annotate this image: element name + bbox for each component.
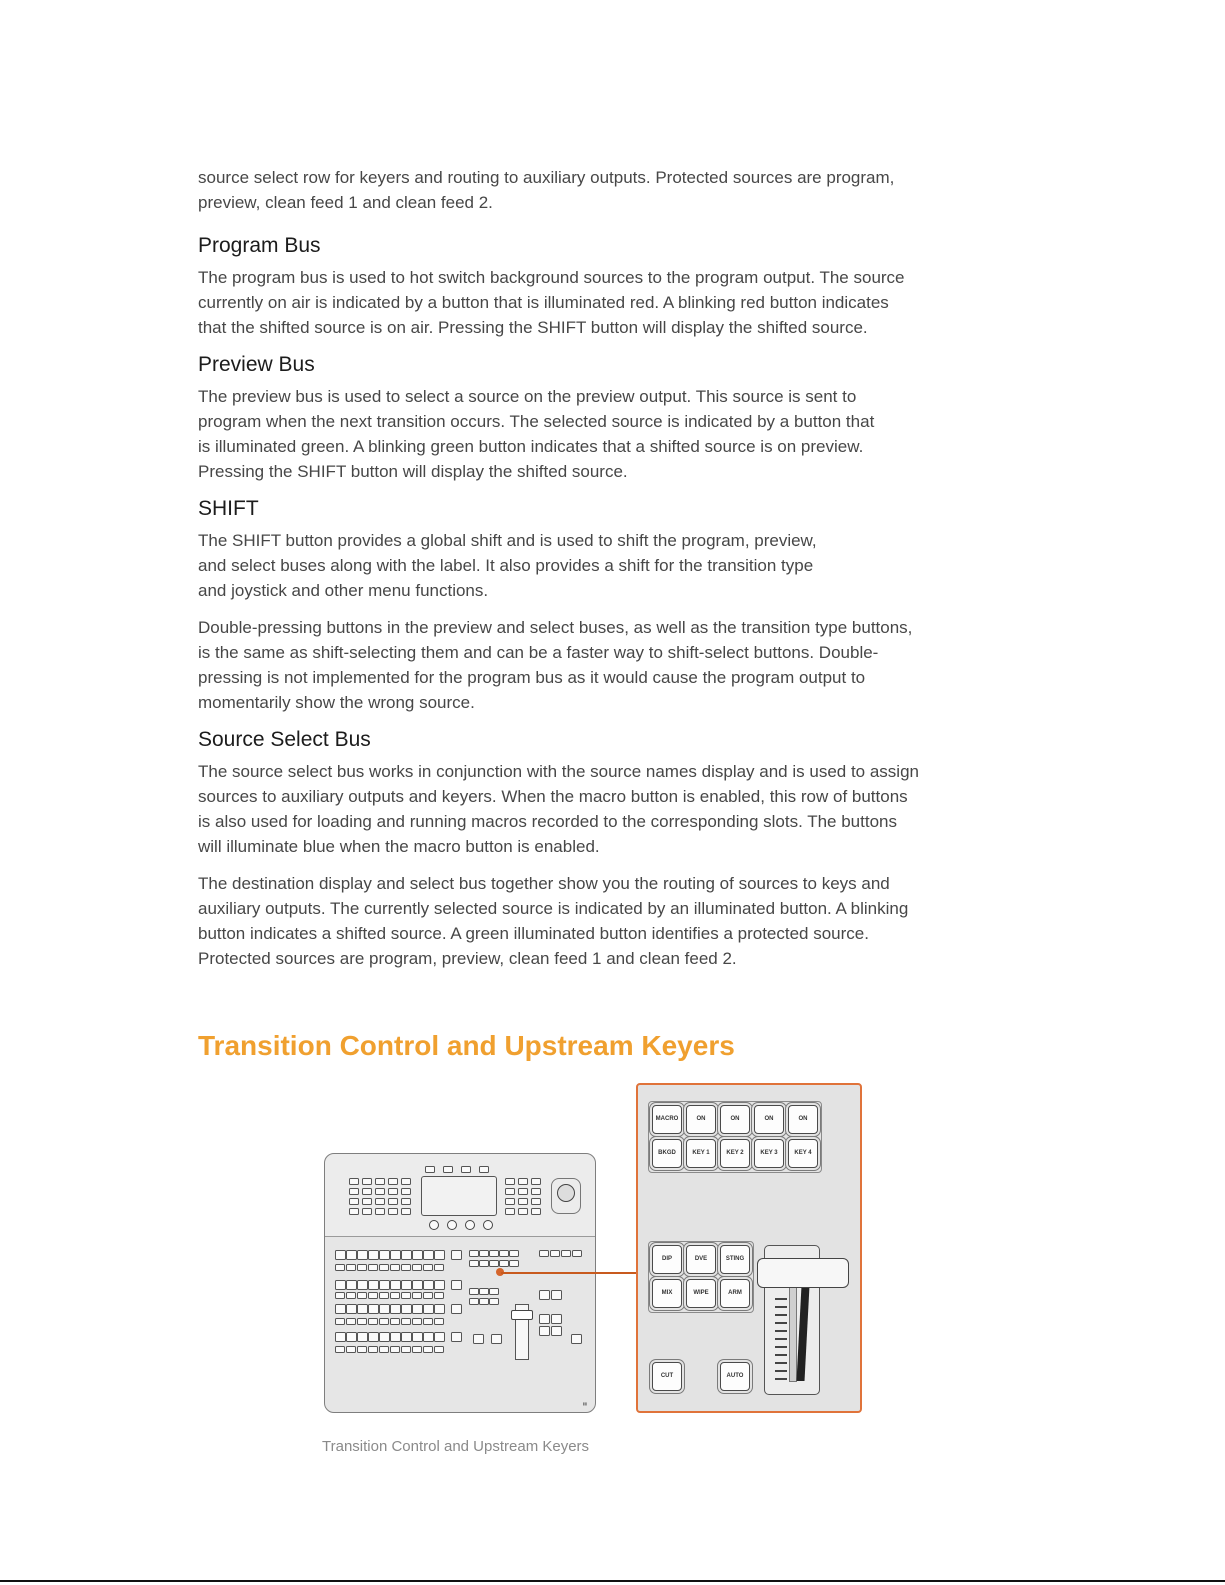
figure-caption: Transition Control and Upstream Keyers: [322, 1438, 590, 1455]
console-mini-button: [423, 1318, 433, 1325]
console-mini-button: [375, 1188, 385, 1195]
tbar-tick: [775, 1346, 787, 1348]
console-mini-button: [434, 1332, 445, 1342]
console-mini-button: [499, 1250, 509, 1257]
tbar-stem: [797, 1286, 810, 1381]
console-mini-button: [571, 1334, 582, 1344]
console-mini-button: [509, 1250, 519, 1257]
console-mini-button: [357, 1292, 367, 1299]
console-mini-button: [551, 1326, 562, 1336]
brand-logo-icon: ▮▮: [582, 1401, 587, 1406]
console-mini-button: [401, 1280, 412, 1290]
page-content: [198, 165, 998, 983]
console-mini-button: [362, 1198, 372, 1205]
console-mini-button: [531, 1188, 541, 1195]
console-mini-button: [335, 1250, 346, 1260]
console-mini-button: [388, 1188, 398, 1195]
console-mini-button: [346, 1280, 357, 1290]
section-heading: Program Bus: [198, 234, 321, 257]
section-paragraph: The program bus is used to hot switch background sources to the program output. The source currently on air is indicated by a button that is illuminated red. A blinking red button indicates that the shifted source is on air. Pressing the SHIFT button will display the shifted source.: [198, 268, 905, 337]
console-mini-button: [368, 1250, 379, 1260]
console-mini-button: [551, 1314, 562, 1324]
tbar-handle[interactable]: [757, 1258, 849, 1288]
console-mini-button: [412, 1332, 423, 1342]
console-mini-button: [434, 1318, 444, 1325]
console-mini-button: [491, 1334, 502, 1344]
console-mini-button: [469, 1260, 479, 1267]
console-mini-button: [479, 1166, 489, 1173]
console-mini-button: [479, 1250, 489, 1257]
console-mini-button: [423, 1250, 434, 1260]
console-mini-button: [368, 1280, 379, 1290]
section-preview-bus: [198, 352, 998, 484]
console-mini-button: [423, 1264, 433, 1271]
console-mini-button: [390, 1318, 400, 1325]
tbar-tick: [775, 1370, 787, 1372]
console-mini-button: [346, 1304, 357, 1314]
console-mini-button: [390, 1332, 401, 1342]
section-source-select-bus: [198, 727, 998, 971]
console-mini-button: [357, 1318, 367, 1325]
section-paragraph: The preview bus is used to select a source on the preview output. This source is sent to program when the next transition occurs. The selected source is indicated by a button that is illuminated green. A blinking green button indicates that a shifted source is on preview. Pressing the SHIFT button will display the shifted source.: [198, 387, 875, 481]
console-mini-button: [489, 1260, 499, 1267]
console-mini-button: [401, 1178, 411, 1185]
console-mini-button: [388, 1198, 398, 1205]
tbar-tick: [775, 1378, 787, 1380]
console-mini-button: [401, 1292, 411, 1299]
console-mini-button: [379, 1250, 390, 1260]
tbar-tick: [775, 1306, 787, 1308]
console-mini-button: [357, 1264, 367, 1271]
knob-icon: [429, 1220, 439, 1230]
console-mini-button: [362, 1208, 372, 1215]
console-mini-button: [379, 1280, 390, 1290]
console-mini-button: [469, 1250, 479, 1257]
console-mini-button: [379, 1264, 389, 1271]
section-program-bus: [198, 233, 998, 340]
footer-rule: [0, 1580, 1225, 1582]
knob-icon: [447, 1220, 457, 1230]
console-mini-button: [388, 1208, 398, 1215]
console-mini-button: [368, 1332, 379, 1342]
console-mini-button: [489, 1298, 499, 1305]
on-button-4[interactable]: ON: [788, 1105, 818, 1134]
console-mini-button: [499, 1260, 509, 1267]
console-mini-button: [390, 1292, 400, 1299]
on-button-3[interactable]: ON: [754, 1105, 784, 1134]
console-mini-button: [412, 1304, 423, 1314]
console-mini-button: [335, 1346, 345, 1353]
console-mini-button: [505, 1208, 515, 1215]
console-mini-button: [346, 1264, 356, 1271]
console-mini-button: [451, 1304, 462, 1314]
major-heading: Transition Control and Upstream Keyers: [198, 1030, 735, 1061]
bkgd-button[interactable]: BKGD: [652, 1139, 682, 1168]
macro-button[interactable]: MACRO: [652, 1105, 682, 1134]
console-mini-button: [412, 1318, 422, 1325]
figure-illustration: [318, 1083, 878, 1428]
console-mini-button: [434, 1346, 444, 1353]
console-mini-button: [346, 1292, 356, 1299]
on-button-1[interactable]: ON: [686, 1105, 716, 1134]
console-mini-button: [531, 1178, 541, 1185]
console-mini-button: [368, 1318, 378, 1325]
console-mini-button: [461, 1166, 471, 1173]
console-mini-button: [401, 1318, 411, 1325]
auto-button[interactable]: AUTO: [720, 1362, 750, 1391]
tbar-tick: [775, 1330, 787, 1332]
console-mini-button: [425, 1166, 435, 1173]
console-mini-button: [379, 1292, 389, 1299]
mix-button[interactable]: MIX: [652, 1279, 682, 1308]
console-mini-button: [443, 1166, 453, 1173]
console-mini-button: [357, 1304, 368, 1314]
console-mini-button: [357, 1280, 368, 1290]
console-mini-button: [531, 1198, 541, 1205]
console-mini-button: [531, 1208, 541, 1215]
console-mini-button: [368, 1304, 379, 1314]
console-mini-button: [551, 1290, 562, 1300]
console-mini-button: [489, 1250, 499, 1257]
console-mini-button: [390, 1264, 400, 1271]
console-mini-button: [401, 1250, 412, 1260]
console-mini-button: [434, 1250, 445, 1260]
console-mini-button: [368, 1346, 378, 1353]
console-mini-button: [505, 1198, 515, 1205]
console-mini-button: [390, 1250, 401, 1260]
console-mini-button: [451, 1250, 462, 1260]
tbar-tick: [775, 1298, 787, 1300]
mini-tbar-handle: [511, 1310, 533, 1320]
console-mini-button: [518, 1208, 528, 1215]
console-mini-button: [518, 1198, 528, 1205]
console-mini-button: [375, 1178, 385, 1185]
console-mini-button: [479, 1260, 489, 1267]
console-mini-button: [335, 1280, 346, 1290]
tbar-tick: [775, 1362, 787, 1364]
console-mini-button: [561, 1250, 571, 1257]
console-mini-button: [489, 1288, 499, 1295]
section-paragraph: The SHIFT button provides a global shift and is used to shift the program, preview, and select buses along with the label. It also provides a shift for the transition type and joystick and other menu functions.: [198, 531, 817, 600]
joystick-icon: [557, 1184, 575, 1202]
console-mini-button: [335, 1332, 346, 1342]
console-mini-button: [539, 1290, 550, 1300]
intro-paragraph: source select row for keyers and routing to auxiliary outputs. Protected sources are program, preview, clean feed 1 and clean feed 2.: [198, 168, 895, 212]
console-mini-button: [434, 1304, 445, 1314]
arm-button[interactable]: ARM: [720, 1279, 750, 1308]
console-mini-button: [434, 1292, 444, 1299]
console-mini-button: [401, 1332, 412, 1342]
console-mini-button: [412, 1346, 422, 1353]
console-mini-button: [390, 1346, 400, 1353]
console-mini-button: [401, 1264, 411, 1271]
key4-button[interactable]: KEY 4: [788, 1139, 818, 1168]
dve-button[interactable]: DVE: [686, 1245, 716, 1274]
console-mini-button: [451, 1332, 462, 1342]
console-mini-button: [401, 1346, 411, 1353]
console-mini-button: [379, 1346, 389, 1353]
tbar-slider[interactable]: [764, 1245, 820, 1395]
console-mini-button: [357, 1332, 368, 1342]
console-mini-button: [572, 1250, 582, 1257]
tbar-tick: [775, 1338, 787, 1340]
console-mini-button: [539, 1314, 550, 1324]
tbar-tick: [775, 1354, 787, 1356]
tbar-tick: [775, 1322, 787, 1324]
console-mini-button: [335, 1292, 345, 1299]
console-mini-button: [357, 1250, 368, 1260]
console-mini-button: [401, 1188, 411, 1195]
console-mini-button: [349, 1198, 359, 1205]
section-paragraph: The destination display and select bus together show you the routing of sources to keys and auxiliary outputs. The currently selected source is indicated by an illuminated button. A blinking button indicates a shifted source. A green illuminated button identifies a protected source. Protected sources are program, preview, clean feed 1 and clean feed 2.: [198, 874, 909, 968]
section-paragraph: The source select bus works in conjunction with the source names display and is used to assign sources to auxiliary outputs and keyers. When the macro button is enabled, this row of buttons is also used for loading and running macros recorded to the corresponding slots. The buttons will illuminate blue when the macro button is enabled.: [198, 762, 919, 856]
console-mini-button: [388, 1178, 398, 1185]
console-mini-button: [518, 1188, 528, 1195]
console-mini-button: [434, 1280, 445, 1290]
console-mini-button: [423, 1280, 434, 1290]
console-mini-button: [550, 1250, 560, 1257]
console-mini-button: [368, 1292, 378, 1299]
console-mini-button: [362, 1188, 372, 1195]
console-mini-button: [423, 1304, 434, 1314]
section-shift: [198, 496, 998, 715]
console-mini-button: [412, 1250, 423, 1260]
key1-button[interactable]: KEY 1: [686, 1139, 716, 1168]
key2-button[interactable]: KEY 2: [720, 1139, 750, 1168]
console-mini-button: [346, 1318, 356, 1325]
console-mini-button: [423, 1292, 433, 1299]
console-mini-button: [379, 1304, 390, 1314]
console-mini-button: [379, 1318, 389, 1325]
callout-line: [501, 1272, 637, 1274]
console-mini-button: [349, 1178, 359, 1185]
console-mini-button: [335, 1264, 345, 1271]
console-mini-button: [335, 1304, 346, 1314]
lcd-screen: [421, 1176, 497, 1216]
console-mini-button: [401, 1208, 411, 1215]
tbar-tick: [775, 1314, 787, 1316]
console-mini-button: [349, 1188, 359, 1195]
console-mini-button: [375, 1208, 385, 1215]
console-mini-button: [518, 1178, 528, 1185]
console-mini-button: [479, 1298, 489, 1305]
console-mini-button: [335, 1318, 345, 1325]
console-illustration: [324, 1153, 596, 1413]
console-mini-button: [505, 1178, 515, 1185]
console-mini-button: [412, 1280, 423, 1290]
console-mini-button: [469, 1298, 479, 1305]
key3-button[interactable]: KEY 3: [754, 1139, 784, 1168]
console-mini-button: [539, 1250, 549, 1257]
sting-button[interactable]: STING: [720, 1245, 750, 1274]
knob-icon: [465, 1220, 475, 1230]
console-mini-button: [469, 1288, 479, 1295]
wipe-button[interactable]: WIPE: [686, 1279, 716, 1308]
section-heading: Source Select Bus: [198, 728, 371, 751]
transition-panel-detail: [636, 1083, 862, 1413]
console-mini-button: [346, 1346, 356, 1353]
section-heading: Preview Bus: [198, 353, 315, 376]
section-paragraph: Double-pressing buttons in the preview and select buses, as well as the transition type buttons, is the same as shift-selecting them and can be a faster way to shift-select buttons. Double- pressing is not implemented for the program bus as it would cause the program output to momentarily show the wrong source.: [198, 618, 913, 712]
console-mini-button: [390, 1280, 401, 1290]
console-mini-button: [346, 1250, 357, 1260]
console-mini-button: [362, 1178, 372, 1185]
console-mini-button: [401, 1198, 411, 1205]
on-button-2[interactable]: ON: [720, 1105, 750, 1134]
knob-icon: [483, 1220, 493, 1230]
cut-button[interactable]: CUT: [652, 1362, 682, 1391]
dip-button[interactable]: DIP: [652, 1245, 682, 1274]
console-mini-button: [346, 1332, 357, 1342]
console-mini-button: [434, 1264, 444, 1271]
console-mini-button: [479, 1288, 489, 1295]
console-mini-button: [401, 1304, 412, 1314]
console-mini-button: [473, 1334, 484, 1344]
console-mini-button: [505, 1188, 515, 1195]
console-mini-button: [423, 1346, 433, 1353]
console-mini-button: [368, 1264, 378, 1271]
console-mini-button: [412, 1264, 422, 1271]
console-mini-button: [509, 1260, 519, 1267]
console-mini-button: [375, 1198, 385, 1205]
console-mini-button: [423, 1332, 434, 1342]
console-mini-button: [379, 1332, 390, 1342]
console-mini-button: [412, 1292, 422, 1299]
console-mini-button: [349, 1208, 359, 1215]
console-mini-button: [539, 1326, 550, 1336]
console-mini-button: [451, 1280, 462, 1290]
section-heading: SHIFT: [198, 497, 259, 520]
console-mini-button: [357, 1346, 367, 1353]
console-mini-button: [390, 1304, 401, 1314]
